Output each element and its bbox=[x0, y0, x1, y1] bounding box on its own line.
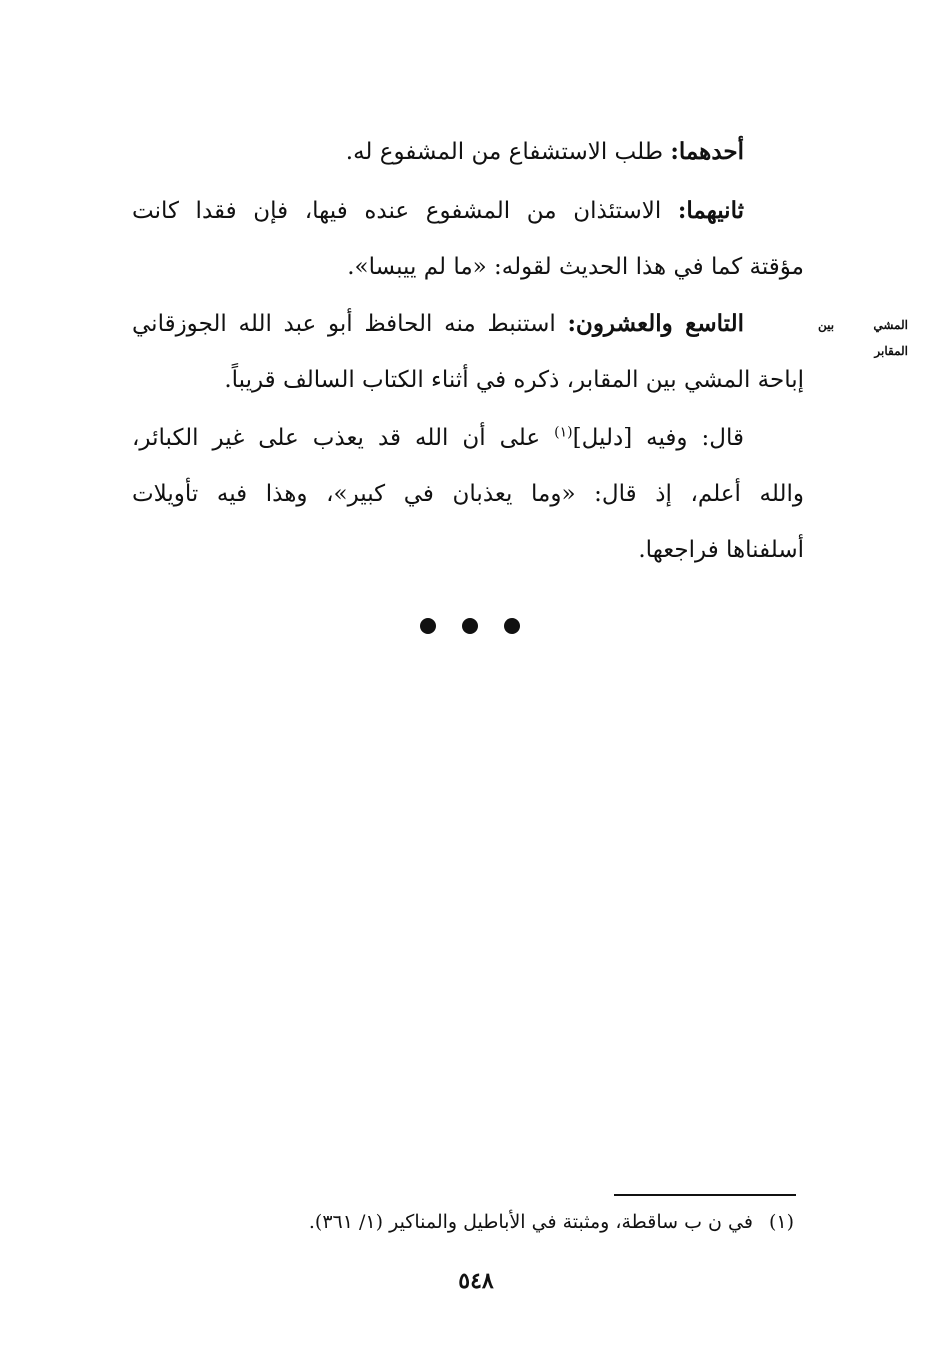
separator-dot bbox=[504, 618, 520, 634]
paragraph-line: والله أعلم، إذ قال: «وما يعذبان في كبير»، وهذا فيه تأويلات bbox=[132, 481, 804, 507]
paragraph-text: الاستئذان من المشفوع عنده فيها، فإن فقدا كانت bbox=[132, 198, 678, 224]
section-separator bbox=[420, 618, 520, 634]
paragraph-line: أسلفناها فراجعها. bbox=[638, 537, 804, 563]
paragraph-line: مؤقتة كما في هذا الحديث لقوله: «ما لم ييبسا». bbox=[347, 254, 804, 280]
footnote-text: في ن ب ساقطة، ومثبتة في الأباطيل والمناكير (١/ ٣٦١). bbox=[308, 1211, 753, 1233]
paragraph-line: إباحة المشي بين المقابر، ذكره في أثناء الكتاب السالف قريباً. bbox=[224, 367, 804, 393]
paragraph-line bbox=[132, 296, 804, 352]
paragraph-text: على أن الله قد يعذب على غير الكبائر، bbox=[132, 425, 555, 451]
margin-note-line: المقابر bbox=[874, 344, 908, 358]
paragraph-text: قال: وفيه [دليل] bbox=[572, 425, 744, 451]
paragraph-lead: التاسع والعشرون: bbox=[567, 310, 744, 337]
paragraph-text: طلب الاستشفاع من المشفوع له. bbox=[345, 139, 671, 165]
footnote-number: (١) bbox=[768, 1211, 794, 1233]
separator-dot bbox=[420, 618, 436, 634]
paragraph-twenty-ninth bbox=[132, 296, 804, 408]
footnote-divider bbox=[614, 1194, 796, 1196]
paragraph-lead: ثانيهما: bbox=[677, 197, 744, 224]
footnote-reference[interactable]: (١) bbox=[554, 424, 573, 441]
footnote bbox=[240, 1206, 794, 1238]
paragraph-lead: أحدهما: bbox=[670, 138, 744, 165]
paragraph-line bbox=[132, 183, 804, 239]
margin-note-line: المشي بين bbox=[818, 318, 908, 332]
paragraph-first-condition bbox=[132, 124, 804, 180]
paragraph-second-condition bbox=[132, 183, 804, 295]
paragraph-line bbox=[132, 410, 804, 466]
paragraph-conclusion bbox=[132, 410, 804, 578]
margin-note bbox=[818, 312, 908, 364]
paragraph-line bbox=[132, 124, 804, 180]
separator-dot bbox=[462, 618, 478, 634]
paragraph-text: استنبط منه الحافظ أبو عبد الله الجوزقاني bbox=[132, 311, 568, 337]
page-number: ٥٤٨ bbox=[458, 1268, 494, 1294]
